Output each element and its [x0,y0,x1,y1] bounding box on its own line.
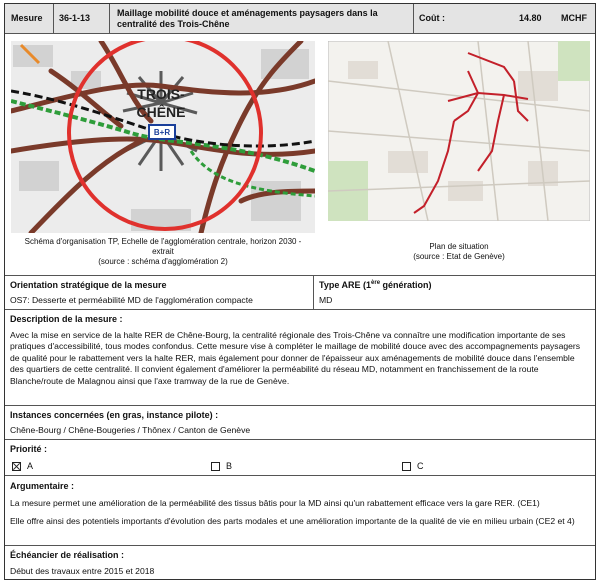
argumentaire-text-1: La mesure permet une amélioration de la perméabilité des tissus bâtis pour la MD ainsi qu'un rabattement efficace vers la gare RER. (CE1) [10,498,540,508]
priority-option-c[interactable]: C [402,461,424,473]
instances-value: Chêne-Bourg / Chêne-Bougeries / Thônex / Canton de Genève [10,425,251,435]
argumentaire-row [5,476,595,546]
cost-value: 14.80 [519,13,542,24]
description-label: Description de la mesure : [10,314,123,324]
priority-label: Priorité : [10,444,48,454]
orientation-label: Orientation stratégique de la mesure [10,280,167,290]
type-are-label: Type ARE (1ère génération) [319,280,432,290]
maps-row [5,34,595,276]
description-text: Avec la mise en service de la halte RER de Chêne-Bourg, la centralité régionale des Trois-Chêne va connaître une modification importante de ses pratiques d'accessibilité, tous modes confondus. Cette mesure vise à compléter le maillage de mobilité douce avec des accompagnements paysagers de qualité pour le rabattement vers la halte RER, mais également pour donner de l'épaisseur aux aménagements de mobilité douce dans l'ensemble des quartiers de cette centralité. Il convient également d'améliorer la perméabilité du réseau MD, notamment en franchissement de la route Blanche/route de Malagnou ainsi que l'axe tramway de la rue de Genève. [10,330,581,386]
priority-row [5,440,595,476]
type-are-value: MD [319,295,333,305]
echeancier-row [5,546,595,580]
priority-option-b[interactable]: B [211,461,232,473]
schema-caption: Schéma d'organisation TP, Echelle de l'agglomération centrale, horizon 2030 - extrait (source : schéma d'agglomération 2) [24,237,302,267]
measure-label: Mesure [11,13,43,24]
priority-a-checkbox[interactable] [12,462,21,471]
measure-code: 36-1-13 [59,13,91,24]
header-row [5,4,595,34]
orientation-row [5,276,595,310]
description-row [5,310,595,406]
instances-label: Instances concernées (en gras, instance pilote) : [10,410,219,420]
situation-map [328,41,590,221]
priority-b-checkbox[interactable] [211,462,220,471]
measure-sheet [4,3,596,580]
cost-unit: MCHF [561,13,587,24]
orientation-value: OS7: Desserte et perméabilité MD de l'agglomération compacte [10,295,253,305]
instances-row [5,406,595,440]
echeancier-label: Échéancier de réalisation : [10,550,125,560]
svg-text:B+R: B+R [153,128,171,137]
svg-text:CHÊNE: CHÊNE [136,104,186,120]
echeancier-value: Début des travaux entre 2015 et 2018 [10,566,155,576]
cost-label: Coût : [419,13,445,24]
situation-caption: Plan de situation (source : Etat de Genève) [413,242,505,262]
svg-text:TROIS-: TROIS- [137,86,185,102]
measure-title: Maillage mobilité douce et aménagements paysagers dans la centralité des Trois-Chêne [117,8,378,29]
priority-c-checkbox[interactable] [402,462,411,471]
argumentaire-text-2: Elle offre ainsi des potentiels importants d'évolution des parts modales et une amélioration importante de la qualité de vie en milieu urbain (CE2 et 4) [10,516,575,526]
schema-map [11,41,315,233]
priority-option-a[interactable]: A [12,461,33,473]
argumentaire-label: Argumentaire : [10,481,75,491]
